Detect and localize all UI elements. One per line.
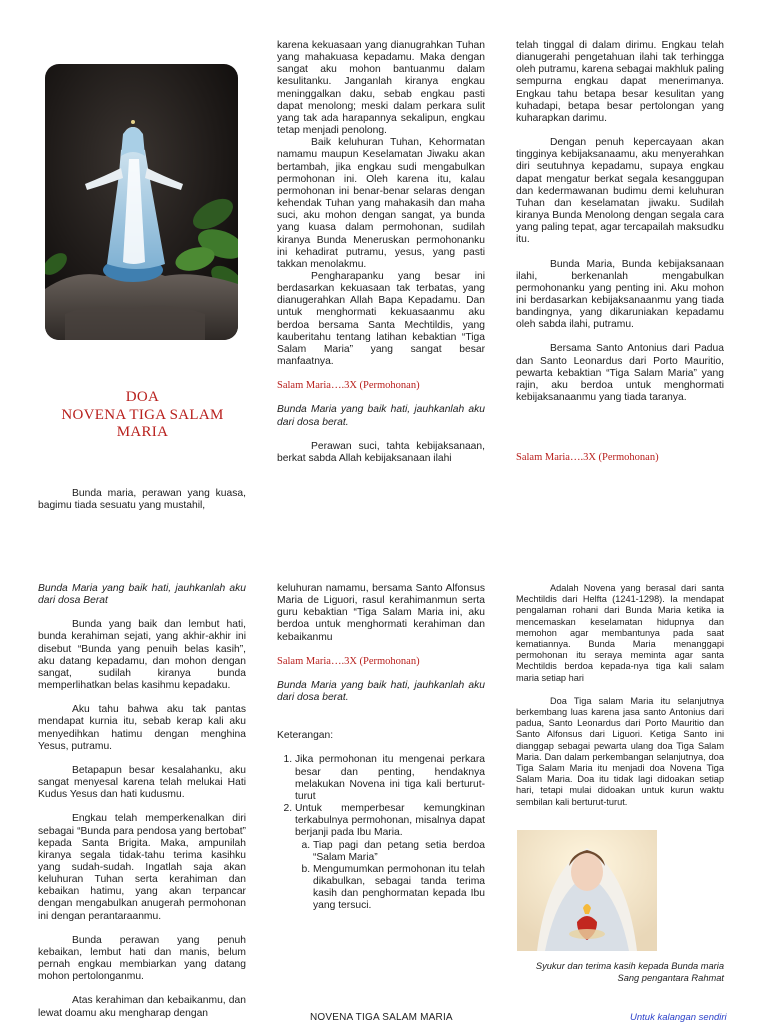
paragraph: Betapapun besar kesalahanku, aku sangat menyesal karena telah melukai Hati Kudus Yesus dan hati kudusmu. <box>38 764 246 801</box>
list-item-text: Untuk memperbesar kemungkinan terkabulnya permohonan, misalnya dapat berjanji pada Ibu Maria. <box>295 803 485 839</box>
paragraph: Bunda yang baik dan lembut hati, bunda kerahiman sejati, yang akhir-akhir ini disebut “Bunda yang penuih belas kasih”, aku datang kepadamu, dan mohon dengan sangat, sudilah kiranya bunda memperlihatkan belas kasihmu kepadaku. <box>38 619 246 692</box>
short-prayer: Bunda Maria yang baik hati, jauhkanlah aku dari dosa Berat <box>38 583 246 607</box>
paragraph: Engkau telah memperkenalkan diri sebagai “Bunda para pendosa yang bertobat” kepada Santa Brigita. Maka, ampunilah kiranya segala tidak-tahu terima kasihku yang sudah-sudah. Ingatlah saja akan keluhuran Tuhan serta kerahiman dan kebaikan hatimu, yang akan terpancar dengan mengabulkan anugerah permohonan ini dengan perantaraanmu. <box>38 813 246 922</box>
notes-list <box>277 754 485 912</box>
paragraph: Baik keluhuran Tuhan, Kehormatan namamu maupun Keselamatan Jiwaku akan bertambah, jika engkau sudi mengabulkan permohonan ini. Oleh karena itu, kalau permohonan ini benar-benar selaras dengan kehendak Tuhan yang mahakasih dan maha suci, aku mohon dengan sangat, ya bunda yang kuasa dalam permohonan, sudilah kiranya Bunda Meneruskan permohonanku ini kehadirat putramu, yesus, yang pasti takkan menolakmu. <box>277 137 485 270</box>
paragraph: Adalah Novena yang berasal dari santa Mechtildis dari Helfta (1241-1298). Ia mendapat pengalaman rohani dari Bunda Maria ketika ia mencemaskan keselamatan hidupnya dan memohon agar membantunya pada saat kematiannya. Bunda Maria menanggapi permohonan itu seraya meminta agar santa Mechtildis berdoa kepada-nya tiga kali salam maria setiap hari <box>516 583 724 683</box>
paragraph: Aku tahu bahwa aku tak pantas mendapat kurnia itu, sebab kerap kali aku menyedihkan hatimu dengan menghina Yesus, putramu. <box>38 704 246 752</box>
column-3-top <box>516 40 724 464</box>
paragraph: Perawan suci, tahta kebijaksanaan, berkat sabda Allah kebijaksanaan ilahi <box>277 440 485 464</box>
sub-list <box>295 840 485 913</box>
paragraph: Pengharapanku yang besar ini berdasarkan kekuasaan tak terbatas, yang dianugerahkan Allah Bapa Kepadamu. Dan untuk menghormati kekuasaanmu aku berdoa bersama Santa Mechtildis, yang kauberitahu tentang latihan kebaktian “Tiga Salam Maria” yang sangat besar manfaatnya. <box>277 270 485 368</box>
paragraph: Dengan penuh kepercayaan akan tingginya kebijaksanaamu, aku menyerahkan diri seutuhnya kepadamu, supaya engkau dapat mengatur berkat segala kesanggupan dan kedermawanan budimu demi keluhuran Tuhan dan keselamatan jiwaku. Sudilah kiranya Bunda Menolong dengan segala cara yang paling tepat, agar tercapailah maksudku itu. <box>516 137 724 246</box>
title-line-1: DOA <box>125 389 160 405</box>
list-item <box>295 803 485 912</box>
paragraph: Bunda Maria, Bunda kebijaksanaan ilahi, berkenanlah mengabulkan permohonanku yang penting ini. Aku mohon ini berdasarkan kebijaksanaanmu yang tiada bandingnya, yang dikaruniakan kepadamu oleh sabda ilahi, putramu. <box>516 258 724 331</box>
paragraph: Atas kerahiman dan kebaikanmu, dan lewat doamu aku mengharap dengan <box>38 995 246 1019</box>
paragraph: Doa Tiga salam Maria itu selanjutnya berkembang luas karena jasa santo Antonius dari padua, Santo Leonardus dari Porto Mauritio dan Santo Alfonsus dari Liguori. Ketiga Santo ini dianggap sebagai pewarta ulang doa Tiga Salam Maria. Dan dalam perkembangan selanjutnya, doa Tiga Salam Maria itu menjadi doa Novena Tiga Salam Maria. Doa itu tidak lagi didoakan setiap hari, tetapi mulai didoakan untuk kurun waktu sembilan kali berturut-turut. <box>516 695 724 807</box>
title-line-2: NOVENA TIGA SALAM <box>61 406 224 423</box>
column-1-bottom <box>38 583 246 1020</box>
column-1-top <box>38 488 246 512</box>
salam-maria-instruction: Salam Maria….3X (Permohonan) <box>277 380 420 392</box>
paragraph: karena kekuasaan yang dianugrahkan Tuhan yang mahakuasa kepadamu. Maka dengan sangat aku mohon bantuanmu dalam kesulitanku. Janganlah kiranya engkau meninggalkan daku, sebab engkau pasti dapat menolong; meski dalam perkara sulit yang tak ada harapannya sekalipun, engkau tetap menjadi penolong. <box>277 40 485 137</box>
caption-line-2: Sang pengantara Rahmat <box>617 972 724 983</box>
footer-note: Untuk kalangan sendiri <box>630 1012 727 1023</box>
column-2-bottom <box>277 583 485 912</box>
opening-paragraph: Bunda maria, perawan yang kuasa, bagimu tiada sesuatu yang mustahil, <box>38 488 246 512</box>
column-3-bottom <box>516 583 724 808</box>
paragraph: Bunda perawan yang penuh kebaikan, lembut hati dan manis, belum pernah engkau membiarkan yang datang mohon pertolonganmu. <box>38 934 246 983</box>
document-title <box>40 389 245 442</box>
title-line-3: MARIA <box>116 424 169 440</box>
photo-caption <box>516 961 724 984</box>
footer-title: NOVENA TIGA SALAM MARIA <box>310 1012 453 1023</box>
sub-list-item: b. Mengumumkan permohonan itu telah dikabulkan, sebagai tanda terima kasih dan penghormatan kepada Ibu yang tersuci. <box>313 864 485 913</box>
paragraph: Bersama Santo Antonius dari Padua dan Santo Leonardus dari Porto Mauritio, pewarta kebaktian “Tiga Salam Maria” yang rajin, aku berdoa untuk menghormati kebijaksanaanmu yang tiada taranya. <box>516 343 724 404</box>
keterangan-heading: Keterangan: <box>277 730 334 742</box>
salam-maria-instruction: Salam Maria….3X (Permohonan) <box>277 655 420 667</box>
caption-line-1: Syukur dan terima kasih kepada Bunda maria <box>535 961 724 971</box>
salam-maria-instruction: Salam Maria….3X (Permohonan) <box>516 452 659 464</box>
short-prayer: Bunda Maria yang baik hati, jauhkanlah aku dari dosa berat. <box>277 404 485 428</box>
immaculate-heart-photo <box>517 830 657 951</box>
sub-list-item: a. Tiap pagi dan petang setia berdoa “Salam Maria” <box>313 840 485 864</box>
mary-statue-photo <box>45 64 238 340</box>
paragraph: keluhuran namamu, bersama Santo Alfonsus Maria de Liguori, rasul kerahimanmun serta guru kebaktian “Tiga Salam Maria ini, aku berdoa untuk menghormati kerahiman dan kebaikanmu <box>277 583 485 643</box>
list-item: 1. Jika permohonan itu mengenai perkara besar dan penting, hendaknya melakukan Novena ini tiga kali berturut-turut <box>295 754 485 803</box>
paragraph: telah tinggal di dalam dirimu. Engkau telah dianugerahi pengetahuan ilahi tak terhingga oleh putramu, karena sebagai makhluk paling sempurna engkau dapat menerimanya. Engkau tahu betapa besar kesulitan yang kuhadapi, betapa besar pertolongan yang kuharapkan darimu. <box>516 40 724 124</box>
column-2-top <box>277 40 485 465</box>
short-prayer: Bunda Maria yang baik hati, jauhkanlah aku dari dosa berat. <box>277 679 485 704</box>
